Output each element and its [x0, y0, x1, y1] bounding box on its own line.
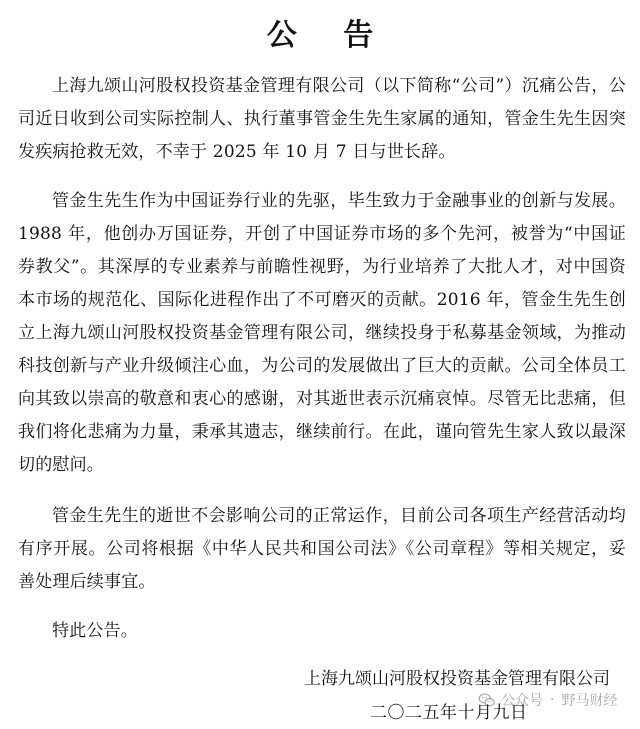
paragraph-4: 特此公告。	[52, 621, 138, 641]
watermark-separator: ·	[550, 692, 555, 708]
announcement-date: 二〇二五年十月九日	[370, 703, 528, 723]
watermark-brand: 野马财经	[561, 693, 618, 709]
paragraph-3: 管金生先生的逝世不会影响公司的正常运作，目前公司各项生产经营活动均有序开展。公司将根据《中华人民共和国公司法》《公司章程》等相关规定，妥善处理后续事宜。	[18, 506, 626, 592]
paragraph-1: 上海九颂山河股权投资基金管理有限公司（以下简称“公司”）沉痛公告，公司近日收到公司实际控制人、执行董事管金生先生家属的通知，管金生先生因突发疾病抢救无效，不幸于 2025 年 10 月 7 日与世长辞。	[18, 76, 626, 162]
watermark-source: 公众号	[501, 693, 543, 709]
paragraph-2: 管金生先生作为中国证券行业的先驱，毕生致力于金融事业的创新与发展。1988 年，他创办万国证券，开创了中国证券市场的多个先河，被誉为“中国证券教父”。其深厚的专业素养与前瞻性视野，为行业培养了大批人才，对中国资本市场的规范化、国际化进程作出了不可磨灭的贡献。2016 年，管金生先生创立上海九颂山河股权投资基金管理有限公司，继续投身于私募基金领域，为推动科技创新与产业升级倾注心血，为公司的发展做出了巨大的贡献。公司全体员工向其致以崇高的敬意和衷心的感谢，对其逝世表示沉痛哀悼。尽管无比悲痛，但我们将化悲痛为力量，秉承其遗志，继续前行。在此，谨向管先生家人致以最深切的慰问。	[18, 191, 626, 475]
company-signature: 上海九颂山河股权投资基金管理有限公司	[304, 669, 610, 689]
announcement-title: 公 告	[266, 18, 392, 53]
announcement-body	[18, 70, 626, 668]
